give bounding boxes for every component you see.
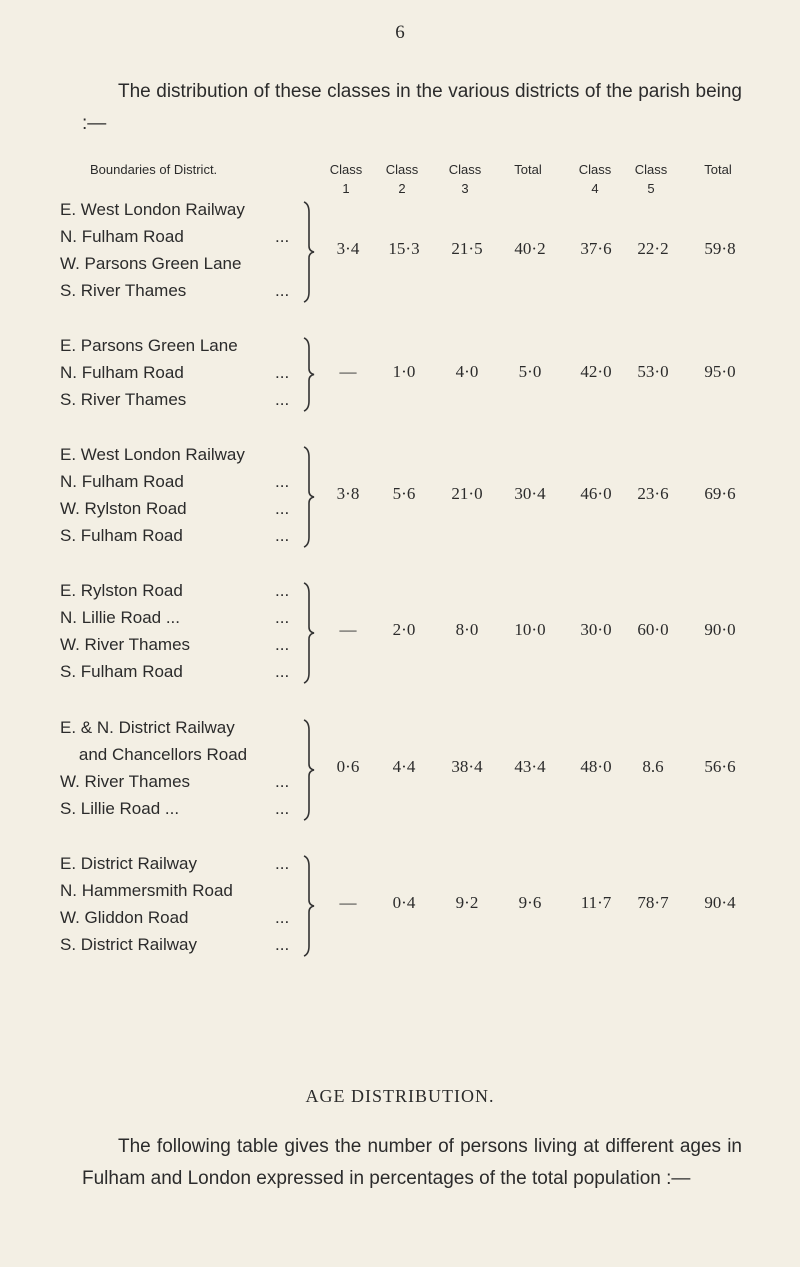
- district-block: [60, 196, 800, 304]
- table-cell: 3·8: [336, 484, 360, 503]
- table-cell: 9·2: [455, 893, 479, 912]
- district-boundary: E. Rylston Road: [60, 581, 183, 600]
- leader-dots: ...: [275, 281, 290, 300]
- district-boundary: N. Lillie Road ...: [60, 608, 180, 627]
- leader-dots: ...: [275, 935, 290, 954]
- table-cell: 90·4: [704, 893, 736, 912]
- header-total-1-label: Total: [514, 162, 542, 177]
- header-class-5-num: 5: [647, 181, 655, 196]
- leader-dots: ...: [275, 662, 290, 681]
- header-total-2-label: Total: [704, 162, 732, 177]
- header-class-3: [435, 160, 495, 198]
- header-class-1-label: Class: [329, 162, 363, 177]
- table-cell: 10·0: [514, 620, 546, 639]
- brace-icon: [302, 198, 316, 306]
- brace-icon: [302, 443, 316, 551]
- leader-dots: ...: [275, 227, 290, 246]
- header-total-2: [688, 160, 748, 179]
- brace-icon: [302, 334, 316, 415]
- district-block: [60, 714, 800, 822]
- table-cell: 69·6: [704, 484, 736, 503]
- table-cell: 0·6: [336, 757, 360, 776]
- header-class-5: [621, 160, 681, 198]
- district-boundary: S. Fulham Road: [60, 662, 183, 681]
- brace-icon: [302, 852, 316, 960]
- table-cell: 8·0: [455, 620, 479, 639]
- table-cell: 43·4: [514, 757, 546, 776]
- district-boundary: N. Hammersmith Road: [60, 881, 233, 900]
- table-cell: 11·7: [580, 893, 612, 912]
- district-block: [60, 441, 800, 549]
- table-cell: 1·0: [392, 361, 416, 381]
- district-boundary: S. Lillie Road ...: [60, 799, 180, 818]
- leader-dots: ...: [275, 390, 290, 409]
- district-boundary: E. & N. District Railway: [60, 718, 235, 737]
- leader-dots: ...: [275, 581, 290, 600]
- district-boundary: S. River Thames: [60, 281, 187, 300]
- header-class-3-label: Class: [448, 162, 482, 177]
- outro-paragraph: The following table gives the number of persons living at different ages in Fulham and London expressed in percentages of the total population :—: [82, 1136, 742, 1189]
- header-class-1-num: 1: [342, 181, 350, 196]
- table-cell: 53·0: [637, 361, 669, 381]
- district-boundary: W. Parsons Green Lane: [60, 254, 242, 273]
- table-cell: 3·4: [336, 239, 360, 258]
- table-cell: 5·6: [392, 484, 416, 503]
- header-class-3-num: 3: [461, 181, 469, 196]
- district-boundary: E. West London Railway: [60, 200, 245, 219]
- table-cell: —: [339, 361, 357, 381]
- table-cell: 23·6: [637, 484, 669, 503]
- table-cell: 56·6: [704, 757, 736, 776]
- leader-dots: ...: [275, 854, 290, 873]
- table-cell: —: [339, 620, 357, 639]
- table-cell: 15·3: [388, 239, 420, 258]
- district-block: [60, 577, 800, 685]
- table-cell: 37·6: [580, 239, 612, 258]
- section-heading: AGE DISTRIBUTION.: [305, 1086, 495, 1106]
- table-cell: —: [339, 893, 357, 912]
- table-cell: 4·0: [455, 361, 479, 381]
- header-total-1: [498, 160, 558, 179]
- header-class-4: [565, 160, 625, 198]
- district-boundary: W. River Thames: [60, 772, 191, 791]
- district-boundary: E. District Railway: [60, 854, 197, 873]
- header-class-5-label: Class: [634, 162, 668, 177]
- table-cell: 22·2: [637, 239, 669, 258]
- header-class-2-label: Class: [385, 162, 419, 177]
- table-cell: 48·0: [580, 757, 612, 776]
- leader-dots: ...: [275, 635, 290, 654]
- leader-dots: ...: [275, 526, 290, 545]
- brace-icon: [302, 716, 316, 824]
- table-cell: 38·4: [451, 757, 483, 776]
- table-cell: 2·0: [392, 620, 416, 639]
- table-cell: 30·4: [514, 484, 546, 503]
- brace-icon: [302, 579, 316, 687]
- table-cell: 59·8: [704, 239, 736, 258]
- district-boundary: S. River Thames: [60, 390, 187, 409]
- table-cell: 46·0: [580, 484, 612, 503]
- table-cell: 21·0: [451, 484, 483, 503]
- header-class-2-num: 2: [398, 181, 406, 196]
- district-boundary: N. Fulham Road: [60, 472, 184, 491]
- table-cell: 0·4: [392, 893, 416, 912]
- table-cell: 21·5: [451, 239, 483, 258]
- table-cell: 90·0: [704, 620, 736, 639]
- district-boundary: S. District Railway: [60, 935, 197, 954]
- leader-dots: ...: [275, 608, 290, 627]
- district-boundary: E. Parsons Green Lane: [60, 336, 238, 355]
- table-cell: 42·0: [580, 361, 612, 381]
- header-boundaries: Boundaries of District.: [90, 162, 218, 177]
- table-cell: 40·2: [514, 239, 546, 258]
- page-number: 6: [395, 22, 405, 43]
- table-cell: 4·4: [392, 757, 416, 776]
- district-boundary: N. Fulham Road: [60, 227, 184, 246]
- leader-dots: ...: [275, 799, 290, 818]
- district-boundary: E. West London Railway: [60, 445, 245, 464]
- table-cell: 60·0: [637, 620, 669, 639]
- table-cell: 9·6: [518, 893, 542, 912]
- table-cell: 78·7: [637, 893, 669, 912]
- header-class-4-num: 4: [591, 181, 599, 196]
- district-boundary: N. Fulham Road: [60, 363, 184, 382]
- table-cell: 95·0: [704, 361, 736, 381]
- header-class-4-label: Class: [578, 162, 612, 177]
- table-cell: 5·0: [518, 361, 542, 381]
- leader-dots: ...: [275, 363, 290, 382]
- table-cell: 30·0: [580, 620, 612, 639]
- header-class-1: [316, 160, 376, 198]
- header-class-2: [372, 160, 432, 198]
- leader-dots: ...: [275, 772, 290, 791]
- intro-paragraph: The distribution of these classes in the various districts of the parish being :—: [82, 81, 742, 134]
- district-boundary: and Chancellors Road: [60, 745, 248, 764]
- district-boundary: S. Fulham Road: [60, 526, 183, 545]
- district-boundary: W. River Thames: [60, 635, 191, 654]
- leader-dots: ...: [275, 472, 290, 491]
- district-block: [60, 332, 800, 413]
- table-cell: 8.6: [642, 757, 664, 776]
- leader-dots: ...: [275, 908, 290, 927]
- leader-dots: ...: [275, 499, 290, 518]
- district-block: [60, 850, 800, 958]
- district-boundary: W. Gliddon Road: [60, 908, 189, 927]
- district-boundary: W. Rylston Road: [60, 499, 187, 518]
